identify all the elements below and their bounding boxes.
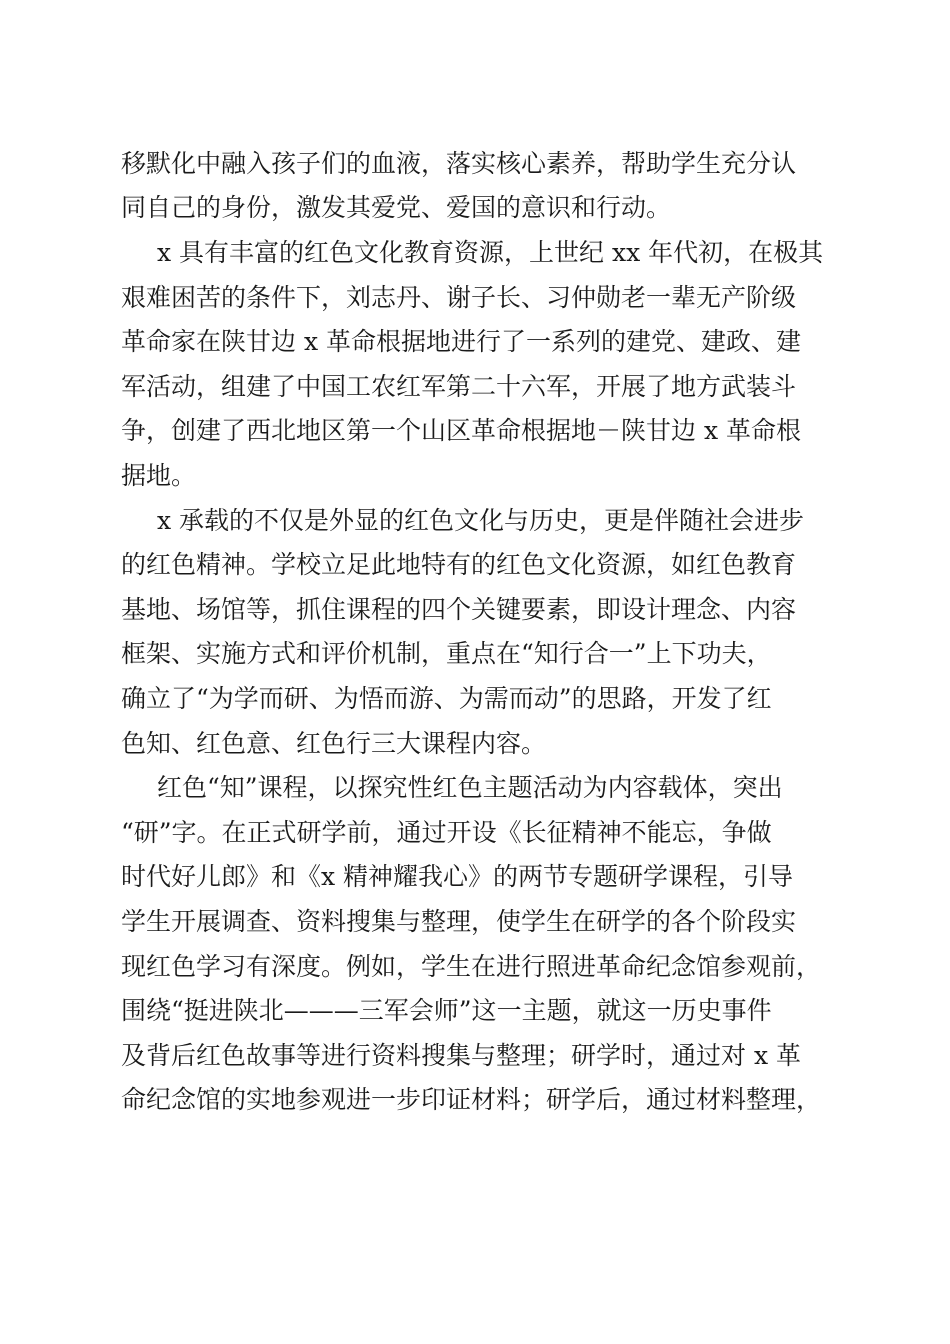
- text-line: 确立了“为学而研、为悟而游、为需而动”的思路，开发了红: [121, 684, 772, 713]
- text-line: 时代好儿郎》和《x 精神耀我心》的两节专题研学课程，引导: [121, 862, 794, 891]
- text-line: x 承载的不仅是外显的红色文化与历史，更是伴随社会进步: [157, 506, 805, 535]
- text-line: 命纪念馆的实地参观进一步印证材料；研学后，通过材料整理，: [121, 1085, 822, 1114]
- text-line: 移默化中融入孩子们的血液，落实核心素养，帮助学生充分认: [121, 149, 797, 178]
- text-line: 基地、场馆等，抓住课程的四个关键要素，即设计理念、内容: [121, 595, 797, 624]
- text-line: “研”字。在正式研学前，通过开设《长征精神不能忘，争做: [121, 818, 772, 847]
- text-line: 色知、红色意、红色行三大课程内容。: [121, 729, 547, 758]
- text-line: 的红色精神。学校立足此地特有的红色文化资源，如红色教育: [121, 550, 797, 579]
- text-line: 争，创建了西北地区第一个山区革命根据地－陕甘边 x 革命根: [121, 416, 801, 445]
- text-line: 现红色学习有深度。例如，学生在进行照进革命纪念馆参观前，: [121, 952, 822, 981]
- text-line: 红色“知”课程，以探究性红色主题活动为内容载体，突出: [157, 773, 783, 802]
- text-line: 据地。: [121, 461, 197, 490]
- text-line: 同自己的身份，激发其爱党、爱国的意识和行动。: [121, 193, 672, 222]
- text-line: 学生开展调查、资料搜集与整理，使学生在研学的各个阶段实: [121, 907, 797, 936]
- text-line: 艰难困苦的条件下，刘志丹、谢子长、习仲勋老一辈无产阶级: [121, 283, 797, 312]
- text-line: x 具有丰富的红色文化教育资源，上世纪 xx 年代初，在极其: [157, 238, 824, 267]
- text-line: 军活动，组建了中国工农红军第二十六军，开展了地方武装斗: [121, 372, 797, 401]
- text-line: 及背后红色故事等进行资料搜集与整理；研学时，通过对 x 革: [121, 1041, 801, 1070]
- text-line: 围绕“挺进陕北———三军会师”这一主题，就这一历史事件: [121, 996, 772, 1025]
- text-line: 革命家在陕甘边 x 革命根据地进行了一系列的建党、建政、建: [121, 327, 801, 356]
- text-line: 框架、实施方式和评价机制，重点在“知行合一”上下功夫，: [121, 639, 772, 668]
